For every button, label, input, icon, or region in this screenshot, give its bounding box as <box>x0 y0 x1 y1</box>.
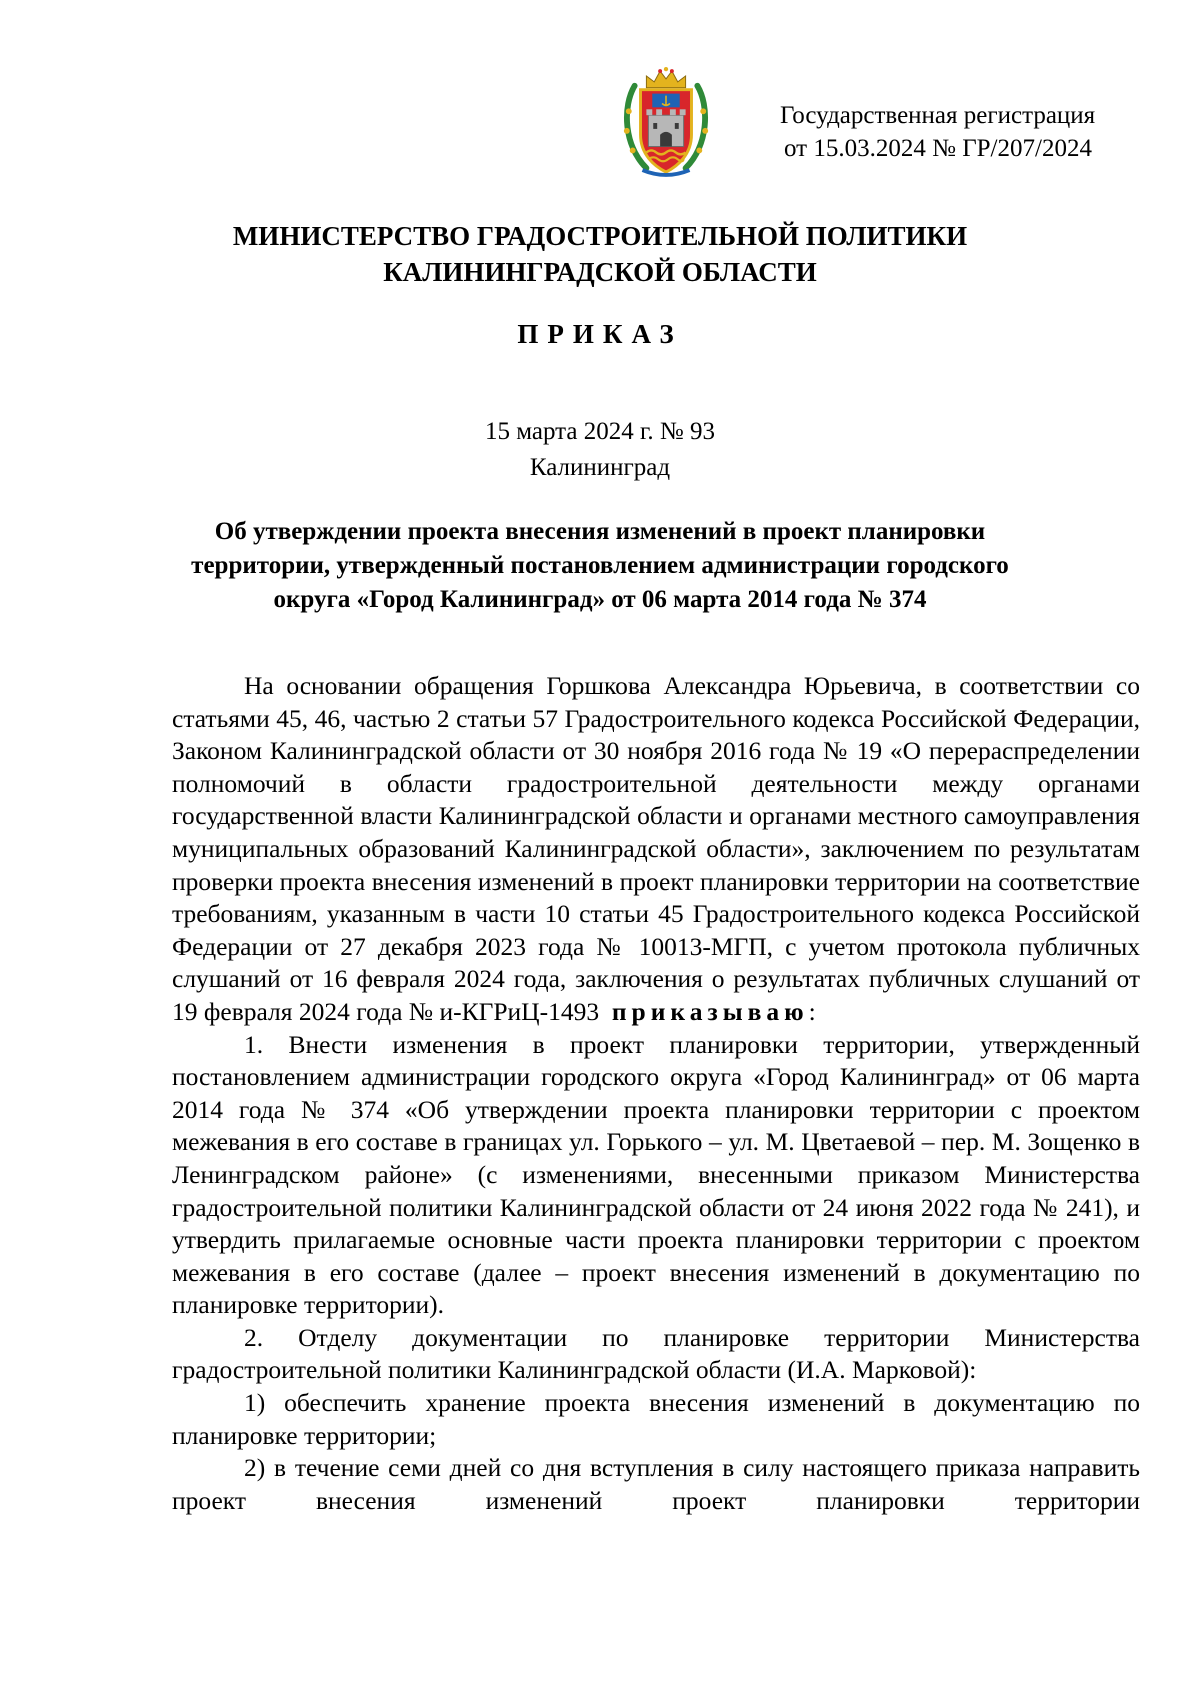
title-line-3: округа «Город Калининград» от 06 марта 2014 года № 374 <box>273 586 927 613</box>
order-item-1: 1. Внести изменения в проект планировки территории, утвержденный постановлением администрации городского округа «Город Калининград» от 06 марта 2014 года № 374 «Об утверждении проекта планировки территории с проектом межевания в его составе в границах ул. Горького – ул. М. Цветаевой – пер. М. Зощенко в Ленинградском районе» (с изменениями, внесенными приказом Министерства градостроительной политики Калининградской области от 24 июня 2022 года № 241), и утвердить прилагаемые основные части проекта планировки территории с проектом межевания в его составе (далее – проект внесения изменений в документацию по планировке территории). <box>172 1029 1140 1320</box>
registration-label: Государственная регистрация <box>780 102 1096 129</box>
ministry-line-2: КАЛИНИНГРАДСКОЙ ОБЛАСТИ <box>383 257 817 287</box>
order-verb: приказываю <box>611 996 809 1026</box>
order-date-number: 15 марта 2024 г. № 93 <box>484 418 716 445</box>
title-line-2: территории, утвержденный постановлением администрации городского <box>191 552 1009 579</box>
kaliningrad-oblast-coat-of-arms-icon <box>617 66 715 182</box>
document-type-heading: ПРИКАЗ <box>517 319 683 349</box>
order-item-2-subitem-2: 2) в течение семи дней со дня вступления в силу настоящего приказа направить проект внесения изменений проект планировки территории <box>172 1453 1140 1515</box>
registration-number: от 15.03.2024 № ГР/207/2024 <box>784 135 1092 162</box>
document-title <box>150 515 1050 617</box>
document-body <box>172 670 1140 1517</box>
ministry-header <box>0 218 1200 290</box>
order-item-2: 2. Отделу документации по планировке территории Министерства градостроительной политики Калининградской области (И.А. Марковой): <box>172 1322 1140 1385</box>
order-date-and-place <box>0 414 1200 486</box>
ministry-line-1: МИНИСТЕРСТВО ГРАДОСТРОИТЕЛЬНОЙ ПОЛИТИКИ <box>232 221 968 251</box>
order-item-2-subitem-1: 1) обеспечить хранение проекта внесения изменений в документацию по планировке территории; <box>172 1388 1140 1450</box>
title-line-1: Об утверждении проекта внесения изменений в проект планировки <box>214 518 986 545</box>
order-city: Калининград <box>529 454 671 481</box>
state-registration <box>780 99 1160 165</box>
preamble-colon: : <box>808 996 816 1026</box>
preamble-paragraph <box>172 670 1140 1029</box>
preamble-text: На основании обращения Горшкова Александра Юрьевича, в соответствии со статьями 45, 46, частью 2 статьи 57 Градостроительного кодекса Российской Федерации, Законом Калининградской области от 30 ноября 2016 года № 19 «О перераспределении полномочий в области градостроительной деятельности между органами государственной власти Калининградской области и органами местного самоуправления муниципальных образований Калининградской области», заключением по результатам проверки проекта внесения изменений в проект планировки территории на соответствие требованиям, указанным в части 10 статьи 45 Градостроительного кодекса Российской Федерации от 27 декабря 2023 года № 10013-МГП, с учетом протокола публичных слушаний от 16 февраля 2024 года, заключения о результатах публичных слушаний от 19 февраля 2024 года № и-КГРиЦ-1493 <box>172 671 1140 1026</box>
